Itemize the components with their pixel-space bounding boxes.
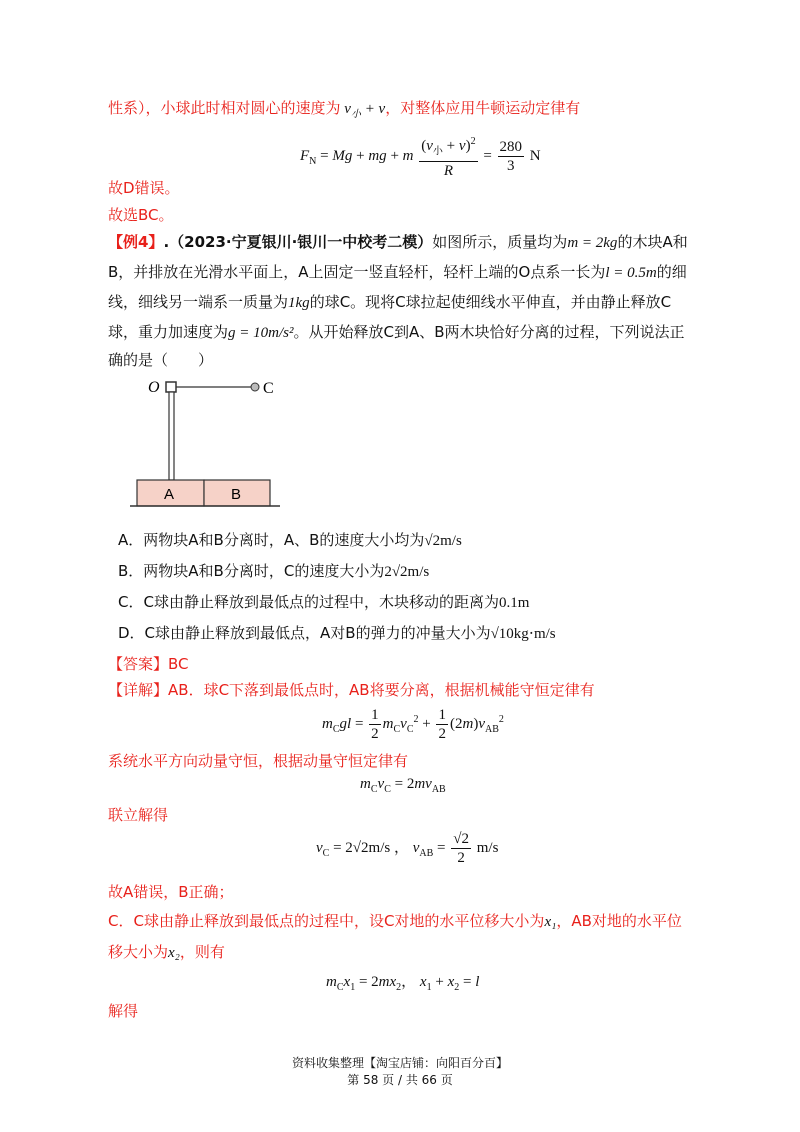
option-c	[118, 592, 529, 613]
text-segment: 性系），小球此时相对圆心的速度为	[108, 99, 341, 117]
inline-math: 1kg	[288, 295, 310, 311]
example-line-2	[108, 262, 687, 283]
text-segment: 移大小为	[108, 943, 169, 961]
option-b	[118, 561, 429, 582]
example-line-4	[108, 322, 685, 343]
text-segment: ，AB对地的水平位	[556, 912, 682, 930]
option-text: A．两物块A和B分离时，A、B的速度大小均为	[118, 531, 425, 549]
pivot-point	[166, 382, 176, 392]
equation-normal-force: $F_N = Mg$ + mg + m $\frac{(v_小 + v)^2}{R}$ = $\frac{280}{3}$ N	[300, 133, 541, 180]
answer-label: 【答案】	[108, 655, 169, 673]
option-math: 2√2m/s	[384, 564, 430, 580]
inline-math: $v_小 + v$	[340, 101, 386, 120]
option-math: 0.1m	[498, 595, 530, 611]
detail-line-7: 解得	[108, 1002, 139, 1020]
label-o: O	[148, 379, 160, 396]
detail-line-2: 系统水平方向动量守恒，根据动量守恒定律有	[108, 752, 409, 770]
text-segment: 的球C。现将C球拉起使细线水平伸直，并由静止释放C	[309, 293, 672, 311]
inline-math: x₁	[544, 914, 557, 930]
option-a	[118, 530, 462, 551]
option-math: √2m/s	[424, 533, 462, 549]
text-line	[108, 98, 580, 125]
text-segment: 。从开始释放C到A、B两木块恰好分离的过程，下列说法正	[293, 323, 685, 341]
equation-momentum: $m_Cv_C = 2mv_{AB}$	[360, 776, 446, 795]
label-c: C	[263, 380, 274, 397]
option-math: √10kg⋅m/s	[490, 626, 556, 642]
example-source: .（2023·宁夏银川·银川一中校考二模）	[163, 233, 433, 251]
footer-source: 资料收集整理【淘宝店铺：向阳百分百】	[291, 1056, 508, 1070]
example-line-5: 确的是（ ）	[108, 351, 214, 369]
answer-value: BC	[168, 655, 189, 673]
text-segment: AB．球C下落到最低点时，AB将要分离，根据机械能守恒定律有	[168, 681, 595, 699]
example-line-3	[108, 292, 671, 313]
text-segment: C．C球由静止释放到最低点的过程中，设C对地的水平位移大小为	[108, 912, 545, 930]
physics-figure	[128, 370, 288, 515]
text-segment: ，对整体应用牛顿运动定律有	[385, 99, 581, 117]
footer-page-number: 第 58 页 / 共 66 页	[347, 1073, 453, 1087]
inline-math: x₂	[168, 945, 180, 961]
label-a: A	[164, 486, 175, 503]
equation-energy: $m_Cgl$ = $\frac{1}{2}$ $m_Cv_C^2$ + $\frac{1}{2}$ $(2m)v_{AB}^2$	[322, 707, 504, 742]
text-segment: 如图所示，质量均为	[432, 233, 568, 251]
detail-line-4: 故A错误，B正确；	[108, 883, 234, 901]
inline-math: l = 0.5m	[605, 265, 657, 281]
d-wrong-text: 故D错误。	[108, 179, 180, 197]
option-text: C．C球由静止释放到最低点的过程中，木块移动的距离为	[118, 593, 499, 611]
text-segment: B，并排放在光滑水平面上，A上固定一竖直轻杆，轻杆上端的O点系一长为	[108, 263, 606, 281]
option-d	[118, 623, 556, 644]
detail-label: 【详解】	[108, 681, 169, 699]
detail-line-3: 联立解得	[108, 806, 169, 824]
option-text: B．两物块A和B分离时，C的速度大小为	[118, 562, 385, 580]
equation-velocities: $v_C = 2√2m/s$ ， $v_{AB}$ = $\frac{√2}{2}$ m/s	[316, 831, 499, 866]
text-segment: 的木块A和	[617, 233, 688, 251]
detail-line-6	[108, 942, 225, 963]
answer-line	[108, 654, 189, 674]
text-segment: 的细	[656, 263, 687, 281]
choose-text: 故选BC。	[108, 206, 174, 224]
inline-math: m = 2kg	[567, 235, 618, 251]
example-line-1	[108, 232, 688, 253]
label-b: B	[231, 486, 242, 503]
text-segment: 球，重力加速度为	[108, 323, 229, 341]
inline-math: g = 10m/s²	[228, 325, 294, 341]
option-text: D．C球由静止释放到最低点，A对B的弹力的冲量大小为	[118, 624, 491, 642]
equation-displacement: $m_Cx_1 = 2mx_2$， $x_1 + x_2 = l$	[326, 974, 480, 993]
detail-line-1	[108, 680, 595, 700]
text-segment: ，则有	[179, 943, 225, 961]
example-label: 【例4】	[108, 233, 164, 251]
detail-line-5	[108, 911, 682, 932]
ball-c	[251, 383, 259, 391]
vertical-rod	[169, 392, 174, 480]
text-segment: 线，细线另一端系一质量为	[108, 293, 289, 311]
